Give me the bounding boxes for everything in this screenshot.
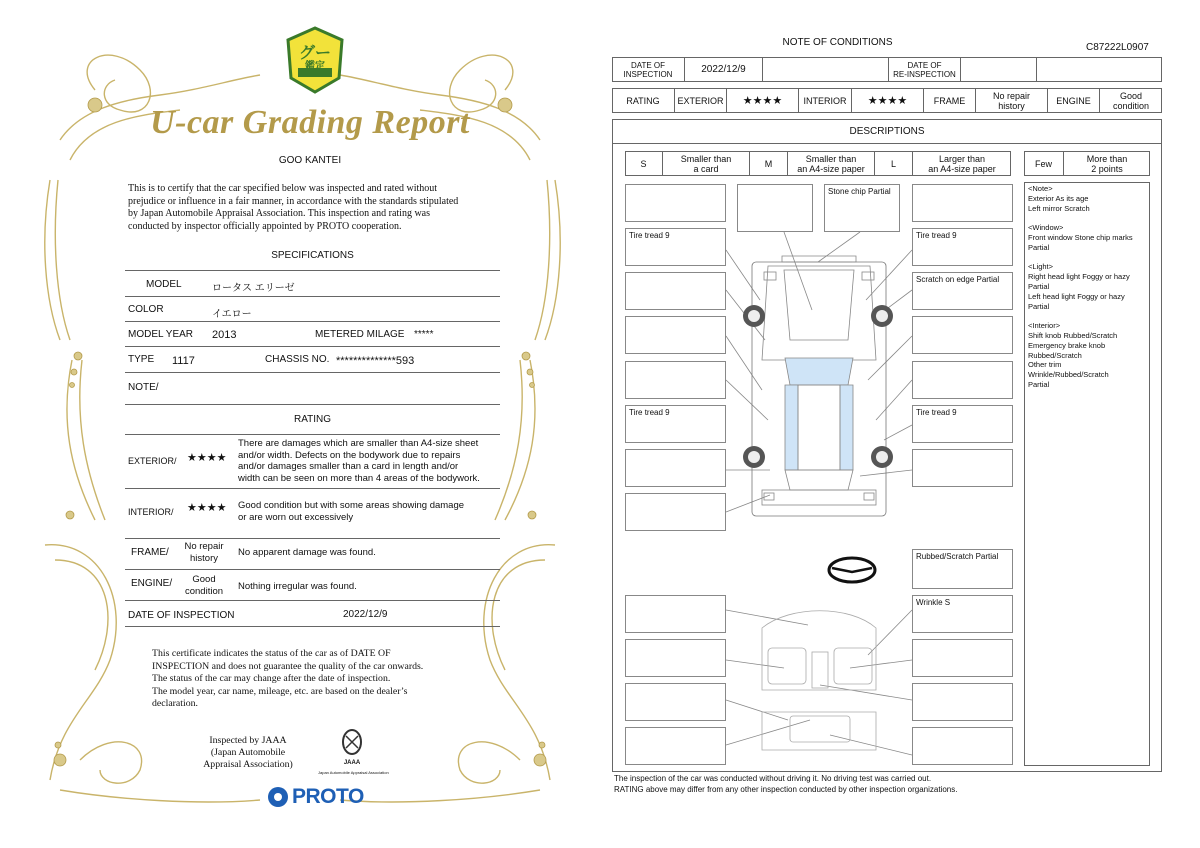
note-line: Left mirror Scratch bbox=[1028, 203, 1090, 213]
exterior-label: EXTERIOR/ bbox=[128, 456, 177, 466]
reinsp-label: DATE OF RE-INSPECTION bbox=[893, 60, 956, 79]
exterior-label: EXTERIOR bbox=[675, 88, 727, 113]
engine-label: ENGINE/ bbox=[131, 578, 173, 589]
legend-l-desc: Larger than an A4-size paper bbox=[928, 153, 996, 174]
engine-value: Good condition bbox=[184, 574, 224, 597]
note-label: NOTE/ bbox=[128, 382, 159, 393]
script-title: U-car Grading Report bbox=[150, 104, 470, 141]
note-line: Rubbed/Scratch bbox=[1028, 350, 1082, 360]
date-value: 2022/12/9 bbox=[343, 609, 388, 620]
remark-box-tire-fl: Tire tread 9 bbox=[625, 228, 726, 266]
note-line: <Light> bbox=[1028, 262, 1054, 272]
intro-text: This is to certify that the car specified below was inspected and rated without prejudice or influence in a fair manner, in accordance with the standards stipulated by Japan Automobile Appraisal Association. This inspection and rating was conducted by inspector officially appointed by PROTO cooperation. bbox=[128, 183, 459, 232]
remark-box-stone-chip: Stone chip Partial bbox=[824, 184, 900, 232]
type-value: 1117 bbox=[172, 355, 195, 367]
mileage-value: ***** bbox=[414, 329, 434, 340]
rating-label: RATING bbox=[612, 88, 675, 113]
remark-box-tire-fr: Tire tread 9 bbox=[912, 228, 1013, 266]
note-line: Front window Stone chip marks bbox=[1028, 232, 1133, 242]
steering-wheel-icon bbox=[829, 558, 875, 582]
color-value: イエロー bbox=[212, 309, 252, 320]
remark-box bbox=[625, 639, 726, 677]
remark-box bbox=[912, 639, 1013, 677]
remark-box-tire-rl: Tire tread 9 bbox=[625, 405, 726, 443]
exterior-stars: ★★★★ bbox=[727, 88, 799, 113]
color-label: COLOR bbox=[128, 304, 164, 315]
exterior-description: There are damages which are smaller than A4-size sheet and/or width. Defects on the bodywork due to repairs and/or damages smaller than a card in length and/or width can be seen on more than 4 areas of the bodywork. bbox=[238, 438, 480, 484]
model-label: MODEL bbox=[146, 279, 182, 290]
conditions-title: NOTE OF CONDITIONS bbox=[782, 37, 893, 48]
descriptions-heading: DESCRIPTIONS bbox=[612, 119, 1162, 144]
date-label: DATE OF INSPECTION bbox=[128, 610, 235, 621]
frame-description: No apparent damage was found. bbox=[238, 547, 376, 558]
chassis-label: CHASSIS NO. bbox=[265, 354, 330, 365]
remark-box bbox=[625, 361, 726, 399]
remark-box-scratch-edge: Scratch on edge Partial bbox=[912, 272, 1013, 310]
jaaa-short: JAAA bbox=[343, 760, 361, 766]
remark-box bbox=[912, 316, 1013, 354]
remark-box bbox=[625, 493, 726, 531]
remark-box bbox=[737, 184, 813, 232]
interior-label: INTERIOR/ bbox=[128, 507, 174, 517]
exterior-stars: ★★★★ bbox=[187, 452, 227, 464]
remark-box bbox=[912, 361, 1013, 399]
date-insp-value: 2022/12/9 bbox=[685, 57, 763, 82]
remark-box-tire-rr: Tire tread 9 bbox=[912, 405, 1013, 443]
note-line: <Window> bbox=[1028, 223, 1064, 233]
legend-few-desc: More than 2 points bbox=[1086, 153, 1128, 174]
conditions-footer: The inspection of the car was conducted without driving it. No driving test was carried out. RATING above may differ from any other inspection conducted by other inspection organizations. bbox=[614, 774, 958, 794]
interior-stars: ★★★★ bbox=[187, 502, 227, 514]
interior-description: Good condition but with some areas showing damage or are worn out excessively bbox=[238, 500, 465, 523]
model-year-label: MODEL YEAR bbox=[128, 329, 194, 340]
remark-box bbox=[912, 449, 1013, 487]
inspected-by: Inspected by JAAA (Japan Automobile Appraisal Association) bbox=[203, 735, 293, 770]
note-line: Other trim bbox=[1028, 360, 1062, 370]
note-line: Exterior As its age bbox=[1028, 193, 1089, 203]
date-insp-label: DATE OF INSPECTION bbox=[612, 57, 685, 82]
legend-m-desc: Smaller than an A4-size paper bbox=[788, 151, 875, 176]
frame-label: FRAME/ bbox=[131, 547, 169, 558]
footer-disclaimer: This certificate indicates the status of the car as of DATE OF INSPECTION and does not guarantee the quality of the car onwards. The status of the car may change after the date of inspection. The model year, car name, mileage, etc. are based on the dealer’s declaration. bbox=[152, 648, 424, 709]
type-label: TYPE bbox=[128, 354, 155, 365]
legend-few: Few bbox=[1024, 151, 1064, 176]
frame-label: FRAME bbox=[924, 88, 976, 113]
interior-stars: ★★★★ bbox=[852, 88, 924, 113]
remark-box bbox=[625, 683, 726, 721]
note-line: Right head light Foggy or hazy bbox=[1028, 272, 1130, 282]
note-line: Partial bbox=[1028, 242, 1050, 252]
remark-box bbox=[625, 449, 726, 487]
model-year-value: 2013 bbox=[212, 329, 237, 341]
remark-box bbox=[625, 727, 726, 765]
remark-box bbox=[625, 184, 726, 222]
chassis-value: **************593 bbox=[336, 355, 415, 367]
frame-value: No repair history bbox=[976, 88, 1048, 113]
note-line: <Interior> bbox=[1028, 321, 1061, 331]
remark-box bbox=[625, 272, 726, 310]
remark-box bbox=[912, 727, 1013, 765]
remark-box bbox=[625, 316, 726, 354]
note-line: Wrinkle/Rubbed/Scratch bbox=[1028, 370, 1109, 380]
legend-l: L bbox=[875, 151, 913, 176]
subtitle: GOO KANTEI bbox=[278, 155, 342, 166]
note-line: Shift knob Rubbed/Scratch bbox=[1028, 330, 1118, 340]
legend-m: M bbox=[750, 151, 788, 176]
mileage-label: METERED MILAGE bbox=[315, 329, 405, 340]
report-code: C87222L0907 bbox=[1086, 42, 1149, 53]
model-value: ロータス エリーゼ bbox=[212, 283, 295, 294]
engine-description: Nothing irregular was found. bbox=[238, 581, 357, 592]
note-line: Emergency brake knob bbox=[1028, 340, 1106, 350]
interior-label: INTERIOR bbox=[799, 88, 852, 113]
note-line: Partial bbox=[1028, 301, 1050, 311]
rating-heading: RATING bbox=[293, 414, 332, 425]
legend-s-desc: Smaller than a card bbox=[663, 151, 750, 176]
proto-logo-text: PROTO bbox=[292, 785, 364, 808]
remark-box bbox=[912, 683, 1013, 721]
jaaa-full: Japan Automobile Appraisal Association bbox=[318, 770, 389, 775]
badge-top-text: グー bbox=[298, 45, 331, 62]
engine-value: Good condition bbox=[1112, 90, 1150, 111]
spec-heading: SPECIFICATIONS bbox=[271, 250, 354, 261]
note-line: Partial bbox=[1028, 379, 1050, 389]
frame-value: No repair history bbox=[184, 541, 224, 564]
legend-s: S bbox=[625, 151, 663, 176]
remark-box-rubbed-scratch: Rubbed/Scratch Partial bbox=[912, 549, 1013, 589]
remark-box bbox=[912, 184, 1013, 222]
note-line: <Note> bbox=[1028, 184, 1053, 193]
engine-label: ENGINE bbox=[1048, 88, 1100, 113]
remark-box-wrinkle: Wrinkle S bbox=[912, 595, 1013, 633]
note-line: Partial bbox=[1028, 281, 1050, 291]
badge-bottom-text: 鑑定 bbox=[305, 61, 325, 72]
remark-box bbox=[625, 595, 726, 633]
note-line: Left head light Foggy or hazy bbox=[1028, 291, 1125, 301]
